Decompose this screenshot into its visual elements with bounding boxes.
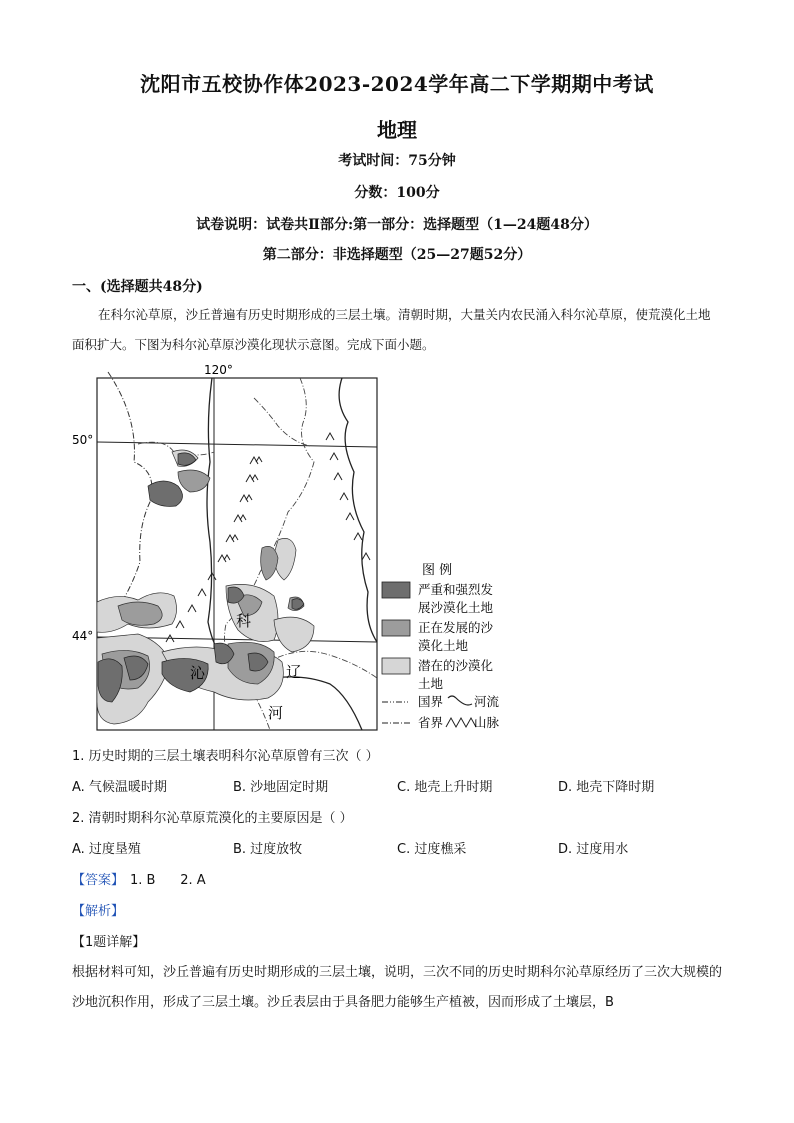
answer-label: 【答案】	[72, 873, 125, 888]
question-1-option-c: C. 地壳上升时期	[397, 780, 493, 795]
question-2-option-b: B. 过度放牧	[233, 842, 303, 857]
legend-swatch-developing	[382, 620, 410, 636]
exam-score: 分数：100分	[354, 185, 440, 201]
legend-title: 图 例	[422, 563, 453, 578]
exam-title: 沈阳市五校协作体2023-2024学年高二下学期期中考试	[140, 72, 654, 96]
developing-land	[118, 602, 162, 625]
legend-item2-line2: 漠化土地	[418, 638, 469, 653]
question-2-stem: 2. 清朝时期科尔沁草原荒漠化的主要原因是（ ）	[72, 811, 353, 826]
longitude-label: 120°	[204, 363, 233, 377]
legend-province-label: 省界	[418, 715, 444, 730]
place-label-qin: 沁	[190, 664, 206, 682]
question-1-option-d: D. 地壳下降时期	[558, 780, 655, 795]
analysis-label: 【解析】	[72, 904, 125, 919]
legend-swatch-potential	[382, 658, 410, 674]
place-label-liao: 辽	[286, 663, 302, 681]
legend-swatch-severe	[382, 582, 410, 598]
exam-note-2: 第二部分：非选择题型（25—27题52分）	[262, 247, 532, 263]
exam-time: 考试时间：75分钟	[338, 153, 456, 169]
answer-line	[72, 869, 206, 888]
question-1-stem: 1. 历史时期的三层土壤表明科尔沁草原曾有三次（ ）	[72, 749, 379, 764]
answer-value: 1. B 2. A	[130, 873, 206, 888]
legend-item2-line1: 正在发展的沙	[418, 620, 494, 635]
question-2-option-c: C. 过度樵采	[397, 842, 467, 857]
legend-item1-line1: 严重和强烈发	[418, 582, 494, 597]
river-icon	[448, 696, 472, 705]
section-heading: 一、(选择题共48分)	[72, 279, 203, 295]
question-1-option-b: B. 沙地固定时期	[233, 780, 329, 795]
legend-item3-line2: 土地	[418, 676, 444, 691]
latitude-50-label: 50°	[72, 433, 94, 447]
detail-text: 根据材料可知，沙丘普遍有历史时期形成的三层土壤，说明，三次不同的历史时期科尔沁草原经历了三次大规模的沙地沉积作用，形成了三层土壤。沙丘表层由于具备肥力能够生产植被，因而形成了土壤层，B	[72, 965, 723, 1010]
desertification-map	[72, 362, 518, 734]
latitude-44-label: 44°	[72, 629, 94, 643]
map-legend	[382, 563, 500, 730]
legend-mountain-label: 山脉	[474, 715, 500, 730]
legend-item1-line2: 展沙漠化土地	[418, 600, 494, 615]
mountain-icon	[446, 718, 476, 727]
question-1-option-a: A. 气候温暖时期	[72, 780, 167, 795]
material-paragraph: 在科尔沁草原，沙丘普遍有历史时期形成的三层土壤。清朝时期，大量关内农民涌入科尔沁草原，使荒漠化土地面积扩大。下图为科尔沁草原沙漠化现状示意图。完成下面小题。	[72, 307, 711, 352]
exam-note-1: 试卷说明：试卷共Ⅱ部分:第一部分：选择题型（1—24题48分）	[196, 217, 598, 233]
legend-item3-line1: 潜在的沙漠化	[418, 658, 494, 673]
detail-label: 【1题详解】	[72, 935, 146, 950]
question-2-option-a: A. 过度垦殖	[72, 842, 141, 857]
legend-border-label: 国界	[418, 694, 444, 709]
subject-title: 地理	[377, 118, 417, 142]
place-label-he: 河	[268, 704, 284, 722]
place-label-ke: 科	[236, 612, 252, 630]
legend-river-label: 河流	[474, 694, 500, 709]
question-2-option-d: D. 过度用水	[558, 842, 629, 857]
